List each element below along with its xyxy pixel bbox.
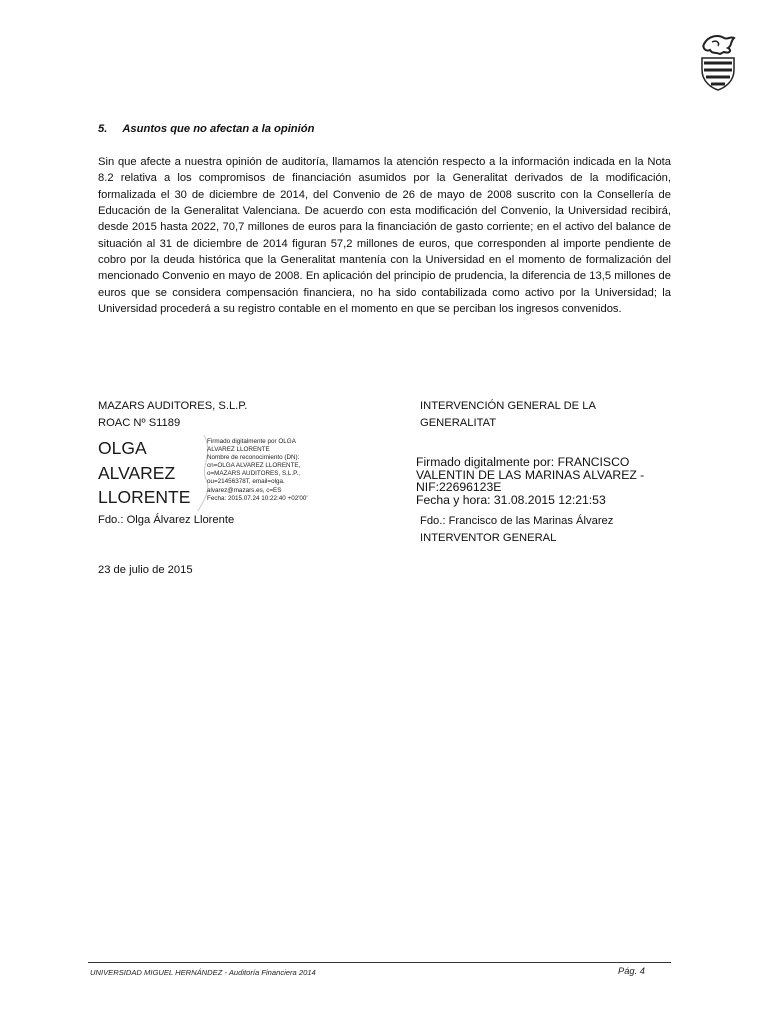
report-date: 23 de julio de 2015	[98, 564, 193, 576]
right-signer-role: INTERVENTOR GENERAL	[420, 531, 557, 544]
left-signed-by: Fdo.: Olga Álvarez Llorente	[98, 514, 235, 526]
section-number: 5.	[98, 123, 108, 135]
generalitat-emblem-icon	[694, 30, 740, 92]
digital-signature-name: OLGA ALVAREZ LLORENTE	[98, 438, 191, 507]
intervention-entity-line-1: INTERVENCIÓN GENERAL DE LA	[420, 400, 596, 412]
digital-signature-details: Firmado digitalmente por OLGA ALVAREZ LLORENTE Nombre de reconocimiento (DN): cn=OLGA ALVAREZ LLORENTE, o=MAZARS AUDITORES, S.L.P., ou=21456378T, email=olga. alvarez@mazars.es, c=ES Fecha: 2015.07.24 10:22:40 +02'00'	[207, 438, 308, 502]
footer-divider	[88, 962, 671, 963]
roac-number: ROAC Nº S1189	[98, 416, 181, 429]
right-signatory-header	[420, 398, 596, 431]
right-signed-by	[420, 513, 613, 546]
page-number: Pág. 4	[618, 966, 645, 976]
left-signatory-header	[98, 398, 247, 431]
body-paragraph: Sin que afecte a nuestra opinión de auditoría, llamamos la atención respecto a la información indicada en la Nota 8.2 relativa a los compromisos de financiación asumidos por la Generalitat derivados de la modificación, formalizada el 30 de diciembre de 2014, del Convenio de 26 de mayo de 2008 suscrito con la Consellería de Educación de la Generalitat Valenciana. De acuerdo con esta modificación del Convenio, la Universidad recibirá, desde 2015 hasta 2022, 70,7 millones de euros para la financiación de gasto corriente; en el activo del balance de situación al 31 de diciembre de 2014 figuran 57,2 millones de euros, que corresponden al importe pendiente de cobro por la deuda histórica que la Generalitat mantenía con la Universidad en el momento de formalización del mencionado Convenio en mayo de 2008. En aplicación del principio de prudencia, la diferencia de 13,5 millones de euros que se considera compensación financiera, no ha sido contabilizada como activo por la Universidad; la Universidad procederá a su registro contable en el momento en que se perciban los ingresos convenidos.	[98, 156, 671, 316]
intervention-entity-line-2: GENERALITAT	[420, 416, 497, 429]
right-digital-signature: Firmado digitalmente por: FRANCISCO VALENTIN DE LAS MARINAS ALVAREZ - NIF:22696123E Fecha y hora: 31.08.2015 12:21:53	[416, 455, 645, 507]
footer-title: UNIVERSIDAD MIGUEL HERNÁNDEZ - Auditoría Financiera 2014	[90, 968, 316, 977]
section-heading	[98, 123, 314, 135]
auditor-firm: MAZARS AUDITORES, S.L.P.	[98, 400, 248, 412]
right-signed-by-name: Fdo.: Francisco de las Marinas Álvarez	[420, 515, 614, 527]
section-title: Asuntos que no afectan a la opinión	[122, 123, 315, 135]
